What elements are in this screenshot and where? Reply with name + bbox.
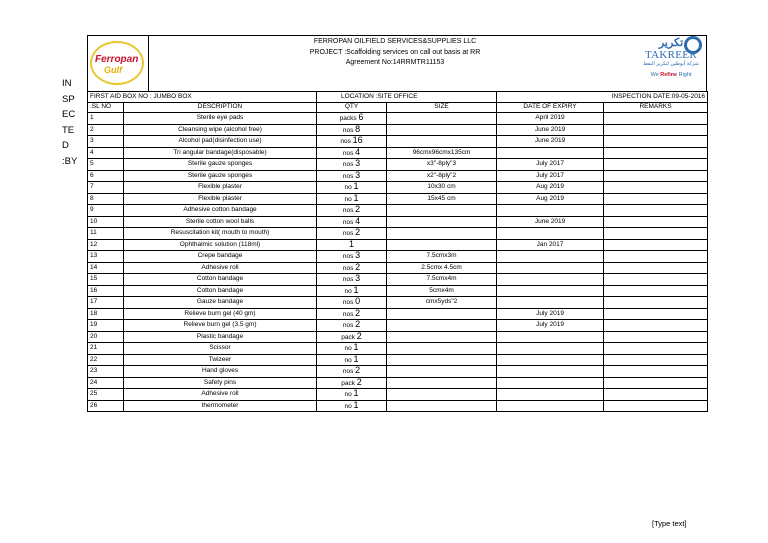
description-cell: Ophthalmic solution (118ml)	[124, 239, 317, 251]
qty-cell	[317, 182, 387, 194]
qty-unit: packs	[339, 115, 357, 122]
qty-cell	[317, 343, 387, 355]
remarks-cell	[604, 182, 708, 194]
sl-no-cell: 7	[88, 182, 124, 194]
side-label-part: TE	[62, 124, 75, 136]
qty-unit: nos	[342, 161, 354, 168]
qty-unit: no	[344, 287, 352, 295]
size-cell	[387, 124, 497, 136]
expiry-cell	[497, 147, 604, 159]
qty-cell	[317, 193, 387, 205]
size-cell	[387, 113, 497, 125]
description-cell: Relieve burn gel (40 gm)	[124, 308, 317, 320]
qty-value: 2	[355, 262, 361, 272]
qty-value: 2	[355, 365, 361, 375]
remarks-cell	[604, 320, 708, 332]
size-cell: 96cmx96cmx135cm	[387, 147, 497, 159]
sl-no-cell: 18	[88, 308, 124, 320]
column-header-size: SIZE	[387, 102, 497, 113]
qty-value: 1	[353, 354, 359, 364]
remarks-cell	[604, 239, 708, 251]
expiry-cell	[497, 274, 604, 286]
expiry-cell	[497, 366, 604, 378]
description-cell: Scissor	[124, 343, 317, 355]
qty-value: 1	[353, 400, 359, 410]
table-row	[88, 113, 708, 125]
qty-cell	[317, 285, 387, 297]
ferropan-logo	[87, 35, 149, 91]
qty-cell	[317, 331, 387, 343]
inspection-date: INSPECTION DATE:09-05-2016	[497, 92, 708, 103]
size-cell: 2.5cmx 4.5cm	[387, 262, 497, 274]
table-row	[88, 308, 708, 320]
qty-value: 16	[352, 135, 363, 145]
qty-cell	[317, 308, 387, 320]
qty-value: 2	[355, 319, 361, 329]
remarks-cell	[604, 193, 708, 205]
sl-no-cell: 3	[88, 136, 124, 148]
remarks-cell	[604, 251, 708, 263]
expiry-cell	[497, 400, 604, 412]
sl-no-cell: 26	[88, 400, 124, 412]
remarks-cell	[604, 285, 708, 297]
table-row	[88, 136, 708, 148]
expiry-cell: April 2019	[497, 113, 604, 125]
qty-unit: nos	[342, 276, 354, 283]
description-cell: Sterile gauze sponges	[124, 159, 317, 171]
qty-value: 1	[353, 181, 359, 191]
qty-value: 4	[355, 216, 361, 226]
description-cell: Cotton bandage	[124, 274, 317, 286]
expiry-cell: Aug 2019	[497, 182, 604, 194]
qty-cell	[317, 400, 387, 412]
qty-unit: pack	[341, 333, 355, 341]
table-row	[88, 389, 708, 401]
description-cell: Safety pins	[124, 377, 317, 389]
takreer-arabic: تكرير	[658, 37, 684, 49]
qty-cell	[317, 262, 387, 274]
qty-unit: nos	[342, 310, 354, 318]
description-cell: Tri angular bandage(disposable)	[124, 147, 317, 159]
expiry-cell	[497, 297, 604, 309]
description-cell: Adhesive roll	[124, 262, 317, 274]
qty-unit: no	[344, 184, 352, 191]
takreer-english: TAKREER	[645, 49, 697, 61]
description-cell: thermometer	[124, 400, 317, 412]
qty-value: 3	[355, 250, 361, 260]
table-row	[88, 124, 708, 136]
size-cell	[387, 228, 497, 240]
remarks-cell	[604, 216, 708, 228]
table-row	[88, 147, 708, 159]
remarks-cell	[604, 389, 708, 401]
remarks-cell	[604, 205, 708, 217]
expiry-cell	[497, 343, 604, 355]
table-row	[88, 274, 708, 286]
table-row	[88, 331, 708, 343]
qty-cell	[317, 354, 387, 366]
qty-cell	[317, 113, 387, 125]
size-cell: 7.5cmx4m	[387, 274, 497, 286]
expiry-cell: July 2019	[497, 320, 604, 332]
remarks-cell	[604, 366, 708, 378]
sl-no-cell: 17	[88, 297, 124, 309]
table-row	[88, 159, 708, 171]
size-cell	[387, 400, 497, 412]
remarks-cell	[604, 343, 708, 355]
size-cell	[387, 239, 497, 251]
remarks-cell	[604, 170, 708, 182]
remarks-cell	[604, 136, 708, 148]
size-cell: x2"-8ply"2	[387, 170, 497, 182]
table-row	[88, 216, 708, 228]
qty-unit: nos	[342, 207, 354, 214]
qty-unit: nos	[342, 264, 354, 272]
company-name: FERROPAN OILFIELD SERVICES&SUPPLIES LLC	[313, 38, 477, 45]
qty-unit: nos	[342, 172, 354, 180]
description-cell: Sterile eye pads	[124, 113, 317, 125]
side-label-part: D	[62, 140, 69, 151]
size-cell: 10x30 cm	[387, 182, 497, 194]
remarks-cell	[604, 400, 708, 412]
takreer-swirl-icon	[684, 36, 702, 54]
sl-no-cell: 4	[88, 147, 124, 159]
first-aid-box-label: FIRST AID BOX NO : JUMBO BOX	[88, 92, 317, 103]
size-cell: 7.5cmx3m	[387, 251, 497, 263]
qty-value: 2	[355, 204, 361, 214]
size-cell	[387, 331, 497, 343]
size-cell	[387, 136, 497, 148]
qty-value: 1	[353, 388, 359, 398]
description-cell: Adhesive roll	[124, 389, 317, 401]
qty-unit: nos	[342, 218, 354, 226]
description-cell: Sterile cotton wool balls	[124, 216, 317, 228]
sl-no-cell: 13	[88, 251, 124, 263]
expiry-cell: July 2017	[497, 170, 604, 182]
qty-value: 1	[353, 193, 359, 203]
qty-cell	[317, 366, 387, 378]
qty-value: 6	[358, 112, 364, 122]
remarks-cell	[604, 297, 708, 309]
expiry-cell	[497, 331, 604, 343]
logo-text-ferropan: Ferropan	[95, 54, 139, 65]
qty-unit: nos	[342, 368, 354, 375]
qty-value: 2	[355, 308, 361, 318]
qty-cell	[317, 251, 387, 263]
qty-cell	[317, 320, 387, 332]
remarks-cell	[604, 147, 708, 159]
qty-cell	[317, 136, 387, 148]
side-label-part: EC	[62, 109, 76, 120]
expiry-cell: Aug 2019	[497, 193, 604, 205]
qty-value: 2	[355, 227, 361, 237]
table-row	[88, 205, 708, 217]
size-cell	[387, 377, 497, 389]
sl-no-cell: 15	[88, 274, 124, 286]
table-row	[88, 400, 708, 412]
remarks-cell	[604, 354, 708, 366]
sl-no-cell: 20	[88, 331, 124, 343]
table-row	[88, 182, 708, 194]
size-cell: cmx5yds"2	[387, 297, 497, 309]
description-cell: Cleansing wipe (alcohol free)	[124, 124, 317, 136]
size-cell	[387, 216, 497, 228]
qty-cell	[317, 124, 387, 136]
size-cell	[387, 389, 497, 401]
qty-cell	[317, 170, 387, 182]
qty-unit: nos	[342, 322, 354, 329]
qty-value: 4	[355, 147, 361, 157]
expiry-cell: June 2019	[497, 124, 604, 136]
qty-unit: no	[344, 356, 352, 364]
remarks-cell	[604, 331, 708, 343]
size-cell	[387, 366, 497, 378]
sl-no-cell: 8	[88, 193, 124, 205]
sl-no-cell: 16	[88, 285, 124, 297]
takreer-arabic-sub: شركة أبوظبي لتكرير النفط	[643, 61, 699, 67]
qty-value: 0	[355, 296, 361, 306]
logo-text-gulf: Gulf	[104, 65, 122, 75]
sl-no-cell: 6	[88, 170, 124, 182]
qty-value: 3	[355, 273, 361, 283]
qty-cell	[317, 216, 387, 228]
expiry-cell	[497, 285, 604, 297]
remarks-cell	[604, 228, 708, 240]
qty-value: 8	[355, 124, 361, 134]
qty-cell	[317, 377, 387, 389]
qty-cell	[317, 205, 387, 217]
expiry-cell: Jan 2017	[497, 239, 604, 251]
table-row	[88, 228, 708, 240]
qty-unit: no	[344, 402, 352, 410]
sl-no-cell: 22	[88, 354, 124, 366]
inspected-by-label	[62, 76, 82, 169]
sl-no-cell: 21	[88, 343, 124, 355]
table-row	[88, 366, 708, 378]
qty-cell	[317, 147, 387, 159]
qty-value: 3	[355, 158, 361, 168]
qty-value: 2	[356, 331, 362, 341]
sl-no-cell: 9	[88, 205, 124, 217]
qty-value: 3	[355, 170, 361, 180]
size-cell: x3"-8ply"3	[387, 159, 497, 171]
column-header-qty: QTY	[317, 102, 387, 113]
qty-unit: no	[344, 345, 352, 352]
company-block	[230, 37, 560, 69]
expiry-cell: June 2019	[497, 216, 604, 228]
side-label-part: SP	[62, 93, 75, 105]
sl-no-cell: 23	[88, 366, 124, 378]
remarks-cell	[604, 159, 708, 171]
table-row	[88, 377, 708, 389]
table-row	[88, 320, 708, 332]
qty-unit: nos	[340, 138, 351, 145]
sl-no-cell: 25	[88, 389, 124, 401]
takreer-slogan: We Refine Right	[650, 72, 692, 78]
qty-value: 1	[353, 342, 359, 352]
remarks-cell	[604, 274, 708, 286]
expiry-cell	[497, 228, 604, 240]
description-cell: Hand gloves	[124, 366, 317, 378]
agreement-number: Agreement No:14RRMTR11153	[345, 59, 445, 66]
qty-unit: pack	[341, 379, 355, 387]
sl-no-cell: 10	[88, 216, 124, 228]
sl-no-cell: 5	[88, 159, 124, 171]
remarks-cell	[604, 308, 708, 320]
first-aid-table	[87, 91, 708, 412]
description-cell: Gauze bandage	[124, 297, 317, 309]
qty-value: 2	[356, 377, 362, 387]
table-row	[88, 239, 708, 251]
description-cell: Crepe bandage	[124, 251, 317, 263]
table-row	[88, 343, 708, 355]
column-header-description: DESCRIPTION	[124, 102, 317, 113]
column-header-expiry: DATE OF EXPIRY	[497, 102, 604, 113]
description-cell: Plastic bandage	[124, 331, 317, 343]
qty-value: 1	[353, 285, 359, 295]
sl-no-cell: 2	[88, 124, 124, 136]
qty-unit: no	[344, 391, 352, 398]
column-header-sl: .SL NO	[88, 102, 124, 113]
column-header-remarks: REMARKS	[604, 102, 708, 113]
description-cell: Cotton bandage	[124, 285, 317, 297]
description-cell: Sterile gauze sponges	[124, 170, 317, 182]
remarks-cell	[604, 377, 708, 389]
table-row	[88, 262, 708, 274]
sl-no-cell: 24	[88, 377, 124, 389]
ferropan-logo-mark	[90, 41, 144, 85]
footer-text: [Type text]	[652, 519, 687, 528]
expiry-cell: July 2017	[497, 159, 604, 171]
column-header-row	[88, 102, 708, 113]
size-cell	[387, 205, 497, 217]
qty-unit: nos	[342, 126, 354, 134]
size-cell: 15x45 cm	[387, 193, 497, 205]
sl-no-cell: 12	[88, 239, 124, 251]
description-cell: Flexible plaster	[124, 182, 317, 194]
qty-unit: no	[344, 195, 352, 203]
qty-cell	[317, 274, 387, 286]
table-row	[88, 170, 708, 182]
description-cell: Flexible plaster	[124, 193, 317, 205]
size-cell: 5cmx4m	[387, 285, 497, 297]
remarks-cell	[604, 113, 708, 125]
project-title: PROJECT :Scaffolding services on call out basis at RR	[309, 48, 481, 56]
qty-unit: nos	[342, 149, 354, 157]
qty-cell	[317, 228, 387, 240]
size-cell	[387, 320, 497, 332]
description-cell: Adhesive cotton bandage	[124, 205, 317, 217]
qty-cell	[317, 389, 387, 401]
qty-cell	[317, 297, 387, 309]
qty-value: 1	[349, 239, 355, 249]
location-label: LOCATION :SITE OFFICE	[317, 92, 497, 103]
table-row	[88, 285, 708, 297]
description-cell: Twizeer	[124, 354, 317, 366]
expiry-cell: June 2019	[497, 136, 604, 148]
remarks-cell	[604, 124, 708, 136]
expiry-cell	[497, 354, 604, 366]
info-row	[88, 92, 708, 103]
table-row	[88, 251, 708, 263]
qty-unit: nos	[342, 230, 354, 237]
size-cell	[387, 343, 497, 355]
expiry-cell	[497, 262, 604, 274]
sl-no-cell: 19	[88, 320, 124, 332]
remarks-cell	[604, 262, 708, 274]
description-cell: Resuscitation kit( mouth to mouth)	[124, 228, 317, 240]
qty-cell	[317, 159, 387, 171]
side-label-part: :BY	[62, 155, 78, 167]
expiry-cell: July 2019	[497, 308, 604, 320]
qty-unit: nos	[342, 253, 354, 260]
description-cell: Alcohol pad(disinfection use)	[124, 136, 317, 148]
sl-no-cell: 14	[88, 262, 124, 274]
size-cell	[387, 354, 497, 366]
table-row	[88, 297, 708, 309]
sl-no-cell: 1	[88, 113, 124, 125]
description-cell: Relieve burn gel (3.5 gm)	[124, 320, 317, 332]
sl-no-cell: 11	[88, 228, 124, 240]
table-row	[88, 193, 708, 205]
table-row	[88, 354, 708, 366]
expiry-cell	[497, 251, 604, 263]
qty-unit: nos	[342, 299, 354, 306]
expiry-cell	[497, 389, 604, 401]
expiry-cell	[497, 377, 604, 389]
size-cell	[387, 308, 497, 320]
expiry-cell	[497, 205, 604, 217]
side-label-part: IN	[62, 78, 72, 89]
qty-cell	[317, 239, 387, 251]
